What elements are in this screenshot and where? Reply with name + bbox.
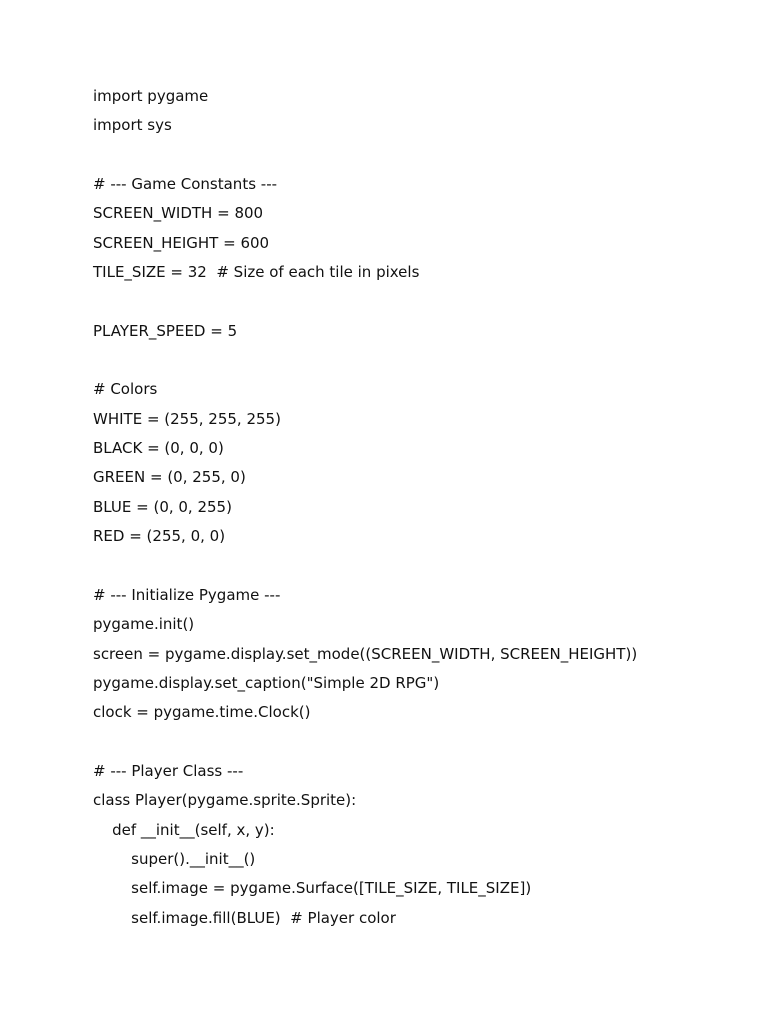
code-comment: # Colors xyxy=(93,380,158,399)
code-comment: # --- Player Class --- xyxy=(93,761,244,780)
code-line: SCREEN_HEIGHT = 600 xyxy=(93,233,270,252)
code-line-blank xyxy=(93,143,637,172)
code-line: clock = pygame.time.Clock() xyxy=(93,703,311,722)
code-line: RED = (255, 0, 0) xyxy=(93,527,226,546)
code-line: super().__init__() xyxy=(93,849,256,868)
code-line-blank xyxy=(93,730,637,759)
code-line: GREEN = (0, 255, 0) xyxy=(93,468,246,487)
code-line: pygame.display.set_caption("Simple 2D RPG") xyxy=(93,673,440,692)
code-line: BLUE = (0, 0, 255) xyxy=(93,497,232,516)
code-line: BLACK = (0, 0, 0) xyxy=(93,439,224,458)
code-line: TILE_SIZE = 32 # Size of each tile in pixels xyxy=(93,263,420,282)
code-line: def __init__(self, x, y): xyxy=(93,820,275,839)
code-block xyxy=(93,84,637,935)
code-line: self.image = pygame.Surface([TILE_SIZE, TILE_SIZE]) xyxy=(93,879,532,898)
code-comment: # --- Game Constants --- xyxy=(93,175,278,194)
code-line-blank xyxy=(93,554,637,583)
code-line: WHITE = (255, 255, 255) xyxy=(93,409,281,428)
code-line: self.image.fill(BLUE) # Player color xyxy=(93,908,396,927)
code-line-blank xyxy=(93,348,637,377)
code-line: SCREEN_WIDTH = 800 xyxy=(93,204,264,223)
code-line: import pygame xyxy=(93,87,209,105)
code-line: class Player(pygame.sprite.Sprite): xyxy=(93,791,357,810)
code-comment: # --- Initialize Pygame --- xyxy=(93,585,281,604)
code-line-blank xyxy=(93,289,637,318)
code-line: pygame.init() xyxy=(93,615,195,634)
code-line: screen = pygame.display.set_mode((SCREEN_WIDTH, SCREEN_HEIGHT)) xyxy=(93,644,638,663)
code-line: import sys xyxy=(93,116,172,135)
code-line: PLAYER_SPEED = 5 xyxy=(93,321,238,340)
